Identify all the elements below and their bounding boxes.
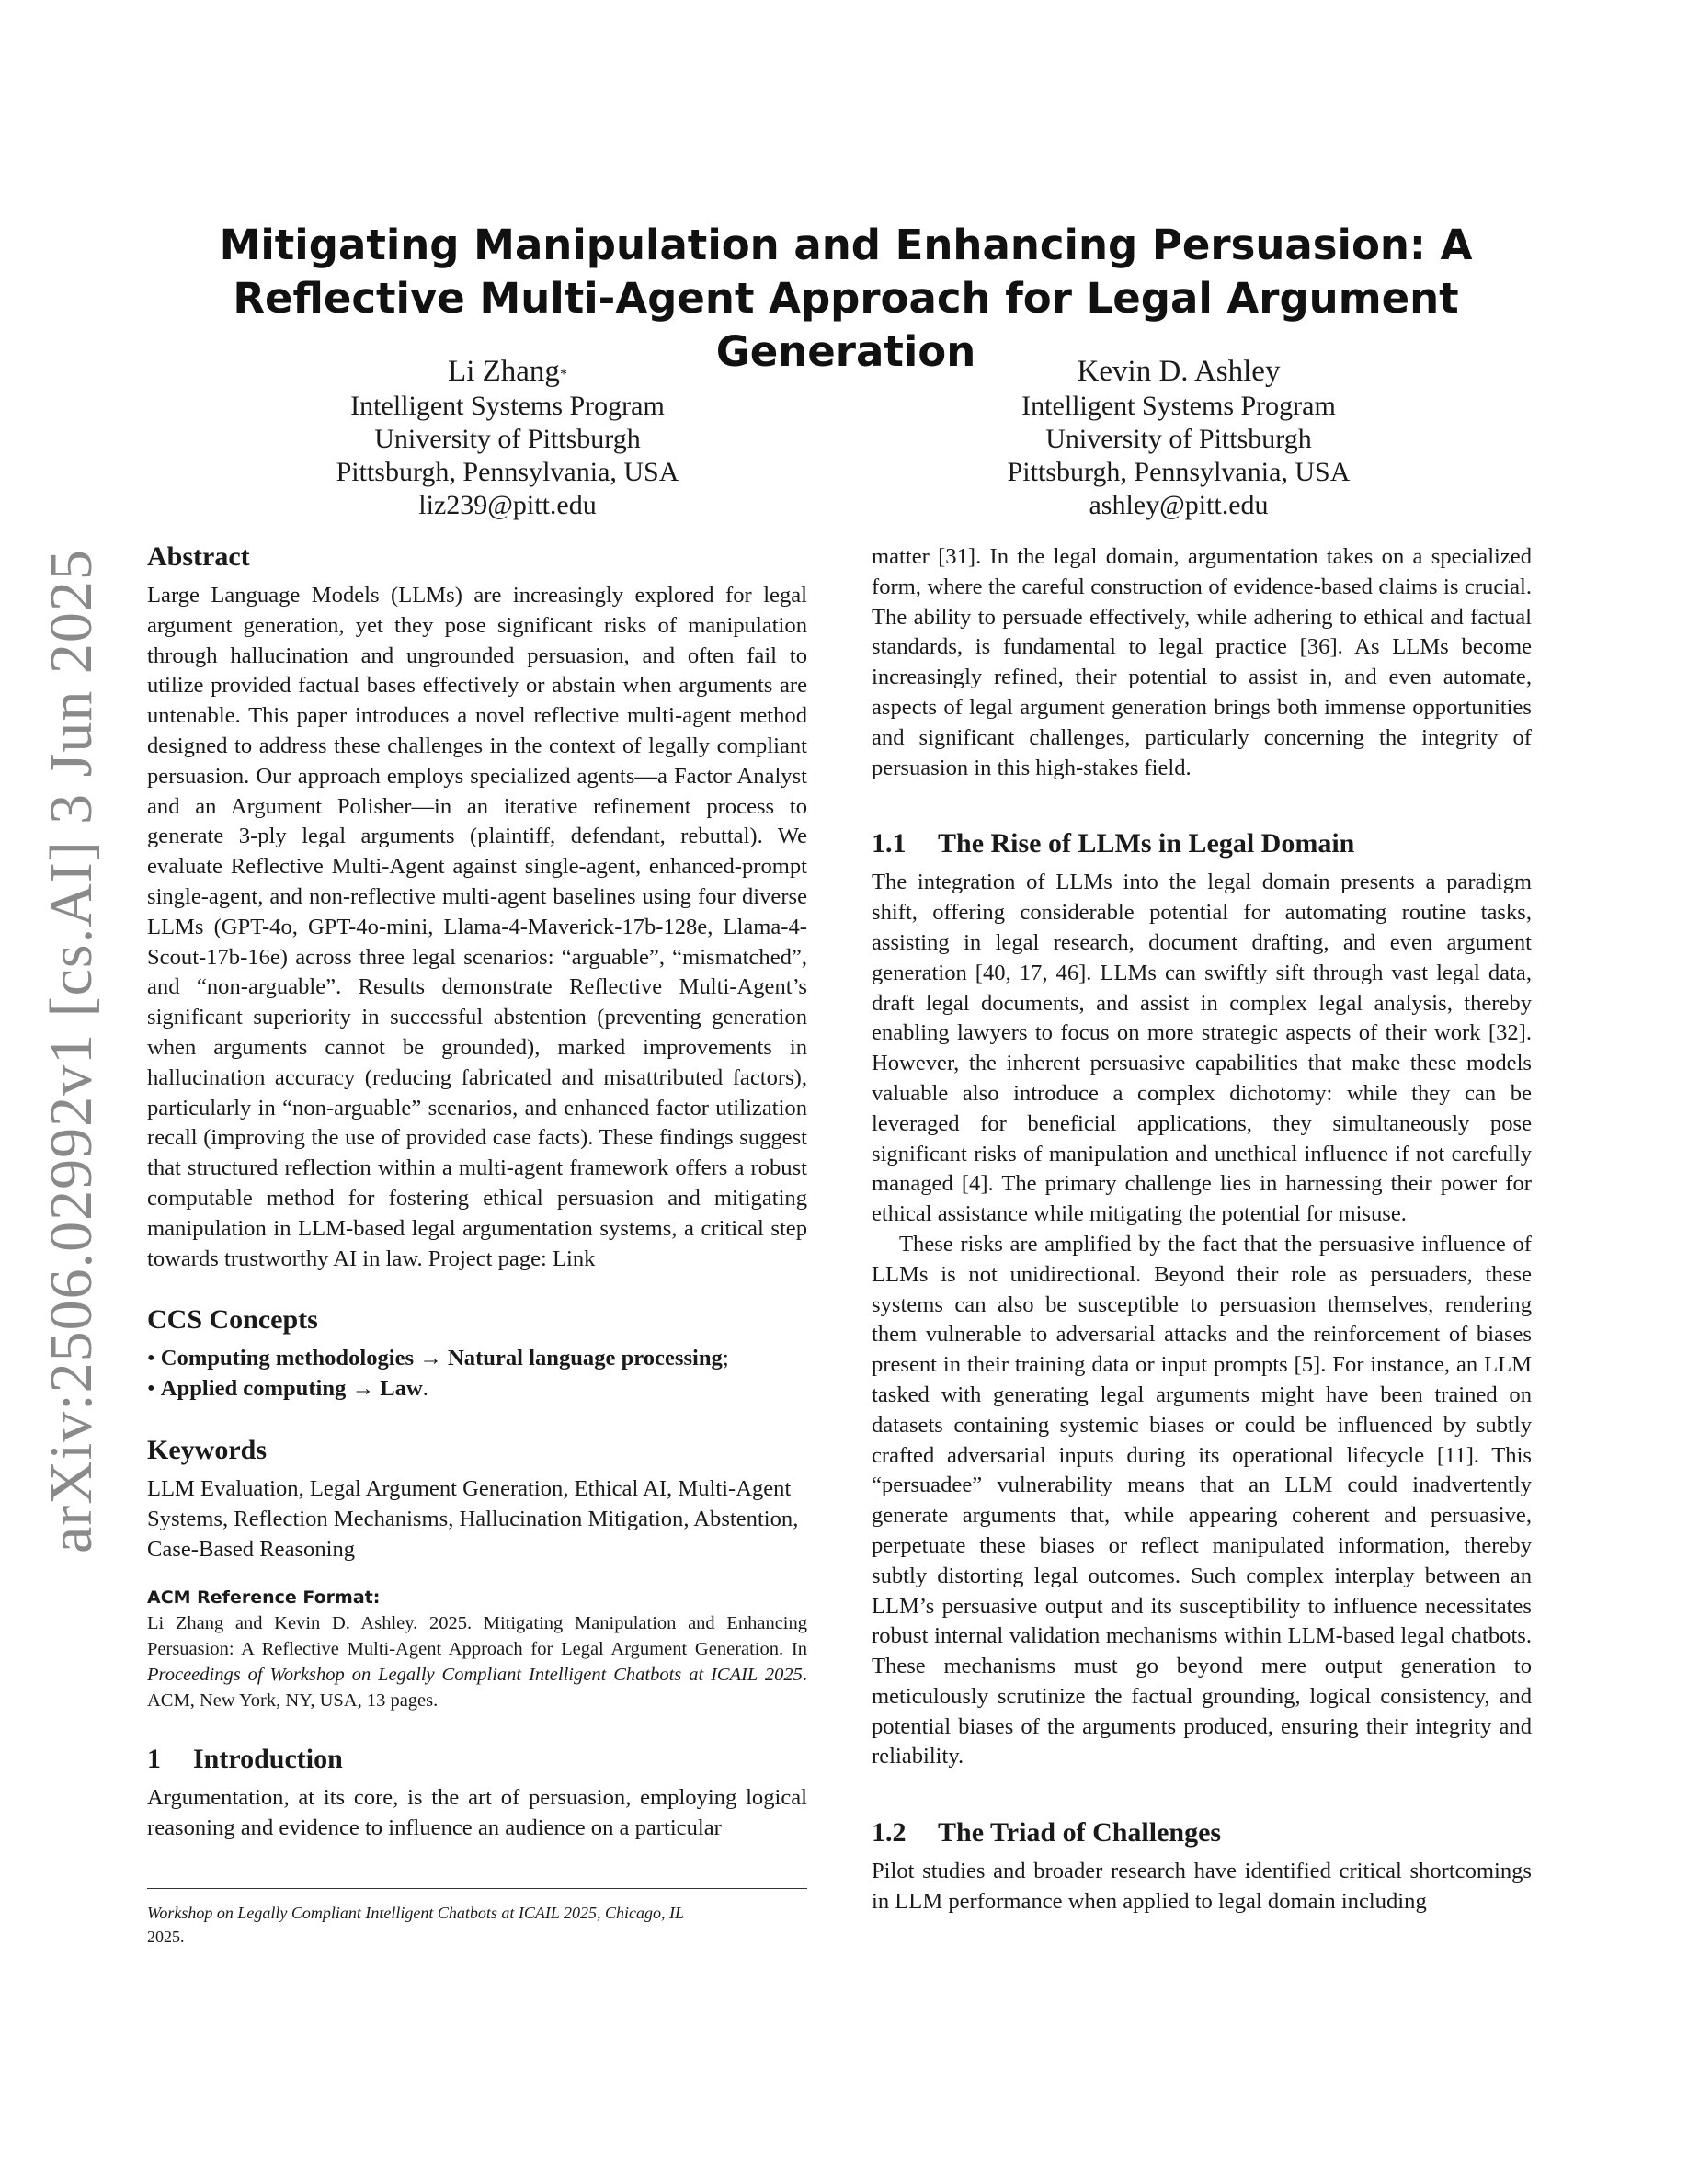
section-1-2-text: Pilot studies and broader research have identified critical shortcomings in LLM performance when applied to legal domain including xyxy=(872,1859,1532,1915)
footnote-venue: Workshop on Legally Compliant Intelligent Chatbots at ICAIL 2025, Chicago, IL xyxy=(147,1904,685,1922)
author-affiliation: Intelligent Systems Program xyxy=(1021,391,1336,421)
right-column xyxy=(872,542,1532,1917)
keywords-heading: Keywords xyxy=(147,1434,267,1465)
ccs-heading: CCS Concepts xyxy=(147,1304,318,1336)
abstract-heading: Abstract xyxy=(147,541,250,572)
author-affiliation: Intelligent Systems Program xyxy=(350,391,665,421)
abstract-text: Large Language Models (LLMs) are increasingly explored for legal argument generation, yet they pose significant risks of manipulation through hallucination and ungrounded persuasion, and often fail to utilize provided factual bases effectively or abstain when arguments are untenable. This paper introduces a novel reflective multi-agent method designed to address these challenges in the context of legally compliant persuasion. Our approach employs specialized agents—a Factor Analyst and an Argument Polisher—in an iterative refinement process to generate 3-ply legal arguments (plaintiff, defendant, rebuttal). We evaluate Reflective Multi-Agent against single-agent, enhanced-prompt single-agent, and non-reflective multi-agent baselines using four diverse LLMs (GPT-4o, GPT-4o-mini, Llama-4-Maverick-17b-128e, Llama-4-Scout-17b-16e) across three legal scenarios: “arguable”, “mismatched”, and “non-arguable”. Results demonstrate Reflective Multi-Agent’s significant superiority in successful abstention (preventing generation when arguments cannot be grounded), marked improvements in hallucination accuracy (reducing fabricated and misattributed factors), particularly in “non-arguable” scenarios, and enhanced factor utilization recall (improving the use of provided case facts). These findings suggest that structured reflection within a multi-agent framework offers a robust computable method for fostering ethical persuasion and mitigating manipulation in LLM-based legal argumentation systems, a critical step towards trustworthy AI in law. Project page: Link xyxy=(147,583,807,1271)
section-1-1-paragraph-2: These risks are amplified by the fact that the persuasive influence of LLMs is not unidirectional. Beyond their role as persuaders, these systems can also be susceptible to persuasion themselves, rendering them vulnerable to adversarial attacks and the reinforcement of biases present in their training data or input prompts [5]. For instance, an LLM tasked with generating legal arguments might have been trained on datasets containing systemic biases or could be influenced by subtly crafted adversarial inputs during its operational lifecycle [11]. This “persuadee” vulnerability means that an LLM could inadvertently generate arguments that, while appearing coherent and persuasive, perpetuate these biases or reflect manipulated information, thereby subtly distorting legal outcomes. Such complex interplay between an LLM’s persuasive output and its susceptibility to influence necessitates robust internal validation mechanisms within LLM-based legal chatbots. These mechanisms must go beyond mere output generation to meticulously scrutinize the factual grounding, logical consistency, and potential biases of the arguments produced, ensuring their integrity and reliability. xyxy=(872,1231,1532,1769)
introduction-text-right: matter [31]. In the legal domain, argumentation takes on a specialized form, where the careful construction of evidence-based claims is crucial. The ability to persuade effectively, while adhering to ethical and factual standards, is fundamental to legal practice [36]. As LLMs become increasingly refined, their potential to assist in, and even automate, aspects of legal argument generation brings both immense opportunities and significant challenges, particularly concerning the integrity of persuasion in this high-stakes field. xyxy=(872,544,1532,780)
acm-reference-venue: Proceedings of Workshop on Legally Compliant Intelligent Chatbots at ICAIL 2025 xyxy=(147,1665,803,1686)
punct: . xyxy=(422,1376,428,1402)
acm-reference-heading: ACM Reference Format: xyxy=(147,1587,381,1609)
ccs-item-2 xyxy=(147,1374,807,1405)
author-location: Pittsburgh, Pennsylvania, USA xyxy=(336,457,679,487)
section-number: 1.2 xyxy=(872,1817,907,1848)
author-institution: University of Pittsburgh xyxy=(374,424,641,454)
section-title: The Triad of Challenges xyxy=(938,1817,1222,1848)
bullet: • xyxy=(147,1346,155,1371)
section-1-2-heading xyxy=(872,1814,1532,1851)
section-1-1-paragraph-1: The integration of LLMs into the legal domain presents a paradigm shift, offering considerable potential for automating routine tasks, assisting in legal research, document drafting, and even argument generation [40, 17, 46]. LLMs can swiftly sift through vast legal data, draft legal documents, and assist in complex legal analysis, thereby enabling lawyers to focus on more strategic aspects of their work [32]. However, the inherent persuasive capabilities that make these models valuable also introduce a complex dichotomy: while they can be leveraged for beneficial applications, they simultaneously pose significant risks of manipulation and unethical influence if not carefully managed [4]. The primary challenge lies in harnessing their power for ethical assistance while mitigating the potential for misuse. xyxy=(872,870,1532,1227)
section-1-1-heading xyxy=(872,825,1532,862)
author-name xyxy=(268,353,747,390)
left-column xyxy=(147,539,807,1844)
footnote-divider xyxy=(147,1888,807,1889)
acm-reference-tail: . ACM, New York, NY, USA, 13 pages. xyxy=(147,1665,807,1712)
ccs-subconcept: Law xyxy=(380,1376,423,1402)
bullet: • xyxy=(147,1376,155,1402)
arrow-icon: → xyxy=(351,1376,375,1402)
author-email[interactable]: ashley@pitt.edu xyxy=(1089,490,1269,520)
author-institution: University of Pittsburgh xyxy=(1045,424,1312,454)
footnote xyxy=(147,1901,754,1949)
acm-reference-text xyxy=(147,1610,807,1713)
introduction-text-left: Argumentation, at its core, is the art of persuasion, employing logical reasoning and evidence to influence an audience on a particular xyxy=(147,1785,807,1841)
acm-reference-lead: Li Zhang and Kevin D. Ashley. 2025. Mitigating Manipulation and Enhancing Persuasion: A Reflective Multi-Agent Approach for Legal Argument Generation. In xyxy=(147,1613,807,1660)
author-email[interactable]: liz239@pitt.edu xyxy=(418,490,597,520)
section-title: Introduction xyxy=(193,1744,343,1775)
arrow-icon: → xyxy=(419,1346,442,1371)
arxiv-identifier-stamp: arXiv:2506.02992v1 [cs.AI] 3 Jun 2025 xyxy=(38,549,105,1553)
paper-title: Mitigating Manipulation and Enhancing Persuasion: A Reflective Multi-Agent Approach for Legal Argument Generation xyxy=(219,221,1473,376)
punct: ; xyxy=(722,1346,729,1371)
keywords-text: LLM Evaluation, Legal Argument Generation, Ethical AI, Multi-Agent Systems, Reflection Mechanisms, Hallucination Mitigation, Abstention, Case-Based Reasoning xyxy=(147,1475,799,1562)
author-mark: * xyxy=(559,367,567,382)
section-number: 1 xyxy=(147,1744,161,1775)
section-number: 1.1 xyxy=(872,828,907,859)
author-name-text: Li Zhang xyxy=(448,355,560,388)
introduction-heading xyxy=(147,1741,807,1778)
ccs-concept: Applied computing xyxy=(160,1376,347,1402)
author-block-2 xyxy=(940,353,1418,522)
author-location: Pittsburgh, Pennsylvania, USA xyxy=(1007,457,1351,487)
ccs-subconcept: Natural language processing xyxy=(448,1346,723,1371)
ccs-concept: Computing methodologies xyxy=(160,1346,415,1371)
footnote-year: 2025. xyxy=(147,1928,185,1946)
ccs-item-1 xyxy=(147,1344,807,1374)
section-title: The Rise of LLMs in Legal Domain xyxy=(938,828,1355,859)
author-name: Kevin D. Ashley xyxy=(1077,355,1281,388)
author-block-1 xyxy=(268,353,747,522)
